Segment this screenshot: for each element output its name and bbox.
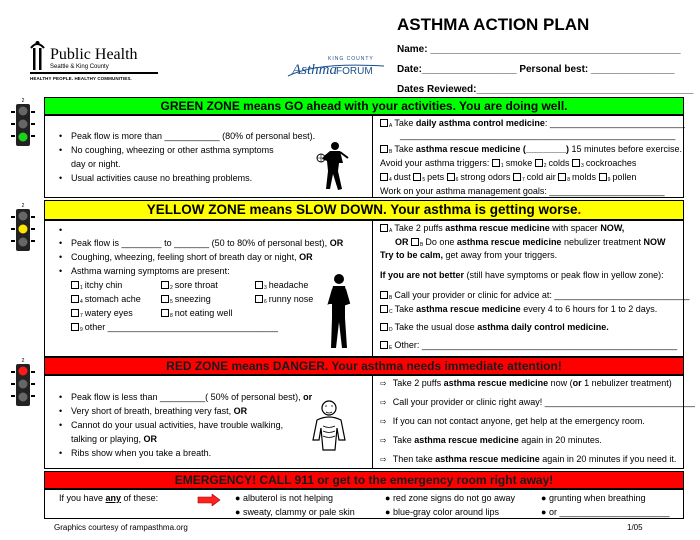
checkbox[interactable] bbox=[380, 341, 388, 349]
dates-reviewed-field[interactable]: Dates Reviewed:_______________________________________ bbox=[397, 84, 694, 95]
red-short-breath: Very short of breath, breathing very fast, OR bbox=[71, 406, 248, 416]
emergency-item-albuterol: ● albuterol is not helping bbox=[235, 493, 333, 503]
yellow-symptom-not-eating: $_8$ not eating well bbox=[161, 308, 232, 322]
green-peak-flow: Peak flow is more than ___________ (80% of personal best). bbox=[71, 131, 316, 141]
emergency-banner: EMERGENCY! CALL 911 or get to the emergency room right away! bbox=[44, 471, 684, 489]
checkbox[interactable] bbox=[161, 309, 169, 317]
checkbox[interactable] bbox=[535, 159, 543, 167]
arrow-right-icon: ⇨ bbox=[380, 455, 387, 464]
yellow-warning-label: Asthma warning symptoms are present: bbox=[71, 266, 230, 276]
checkbox[interactable] bbox=[599, 173, 607, 181]
green-no-coughing: No coughing, wheezing or other asthma symptoms bbox=[71, 145, 274, 155]
checkbox[interactable] bbox=[411, 238, 419, 246]
yellow-symptom-stomach-ache: $_4$ stomach ache bbox=[71, 294, 141, 308]
checkbox[interactable] bbox=[558, 173, 566, 181]
checkbox[interactable] bbox=[513, 173, 521, 181]
checkbox[interactable] bbox=[161, 281, 169, 289]
asthma-forum-asthma: Asthma bbox=[292, 62, 337, 78]
yellow-traffic-light-icon bbox=[10, 201, 36, 253]
asthma-forum-county: KING COUNTY bbox=[328, 56, 374, 62]
bullet: • bbox=[59, 252, 63, 262]
svg-text:2: 2 bbox=[21, 98, 25, 104]
red-step-4: ⇨ Take asthma rescue medicine again in 20 minutes. bbox=[380, 435, 602, 445]
green-day-night: day or night. bbox=[71, 159, 121, 169]
bullet-dot-icon: ● bbox=[385, 493, 393, 503]
name-field[interactable]: Name: _____________________________________________ bbox=[397, 44, 681, 55]
yellow-zone-banner: YELLOW ZONE means SLOW DOWN. Your asthma is getting worse. bbox=[44, 200, 684, 220]
public-health-logo bbox=[30, 40, 160, 86]
arrow-right-icon: ⇨ bbox=[380, 398, 387, 407]
yellow-zone-box bbox=[44, 220, 690, 357]
checkbox[interactable] bbox=[572, 159, 580, 167]
arrow-right-icon: ⇨ bbox=[380, 417, 387, 426]
public-health-divider bbox=[30, 72, 158, 74]
red-ribs: Ribs show when you take a breath. bbox=[71, 448, 212, 458]
bullet: • bbox=[59, 392, 63, 402]
checkbox[interactable] bbox=[380, 145, 388, 153]
red-zone-box bbox=[44, 375, 695, 469]
bullet-dot-icon: ● bbox=[385, 507, 393, 517]
bullet: • bbox=[59, 238, 63, 248]
checkbox[interactable] bbox=[71, 323, 79, 331]
date-personal-best-field[interactable]: Date:_________________ Personal best: _______________ bbox=[397, 64, 675, 75]
footer-version: 1/05 bbox=[627, 523, 643, 532]
svg-text:2: 2 bbox=[21, 203, 25, 209]
yellow-step-b: OR $_B$ Do one asthma rescue medicine nebulizer treatment NOW bbox=[395, 237, 666, 248]
yellow-symptom-other: $_9$ other __________________________________ bbox=[71, 322, 278, 336]
yellow-symptom-sneezing: $_5$ sneezing bbox=[161, 294, 211, 308]
green-daily-medicine-line[interactable]: _______________________________________________________ bbox=[400, 130, 676, 140]
green-traffic-light-icon bbox=[10, 96, 36, 148]
public-health-tagline: HEALTHY PEOPLE. HEALTHY COMMUNITIES. bbox=[30, 76, 132, 81]
asthma-forum-logo bbox=[286, 56, 386, 80]
checkbox[interactable] bbox=[380, 173, 388, 181]
emergency-item-sweaty: ● sweaty, clammy or pale skin bbox=[235, 507, 355, 517]
green-goals[interactable]: Work on your asthma management goals: _______________________ bbox=[380, 186, 665, 196]
yellow-peak-flow: Peak flow is ________ to _______ (50 to 80% of personal best), OR bbox=[71, 238, 344, 248]
yellow-symptom-watery-eyes: $_7$ watery eyes bbox=[71, 308, 133, 322]
red-step-2: ⇨ Call your provider or clinic right away! ______________________________ bbox=[380, 397, 695, 407]
green-zone-banner: GREEN ZONE means GO ahead with your activities. You are doing well. bbox=[44, 97, 684, 115]
checkbox[interactable] bbox=[380, 224, 388, 232]
bullet-dot-icon: ● bbox=[235, 493, 243, 503]
yellow-step-d: $_D$ Take the usual dose asthma daily control medicine. bbox=[380, 322, 609, 336]
yellow-coughing: Coughing, wheezing, feeling short of breath day or night, OR bbox=[71, 252, 313, 262]
green-daily-medicine: $_A$ Take daily asthma control medicine: ___________________________ bbox=[380, 118, 685, 132]
bullet-dot-icon: ● bbox=[235, 507, 243, 517]
checkbox[interactable] bbox=[380, 291, 388, 299]
green-usual-activities: Usual activities cause no breathing problems. bbox=[71, 173, 253, 183]
red-step-1: ⇨ Take 2 puffs asthma rescue medicine now (or 1 nebulizer treatment) bbox=[380, 378, 672, 388]
checkbox[interactable] bbox=[161, 295, 169, 303]
bullet: • bbox=[59, 266, 63, 276]
bullet: • bbox=[59, 420, 63, 430]
yellow-not-better: If you are not better (still have symptoms or peak flow in yellow zone): bbox=[380, 270, 664, 280]
red-divider bbox=[372, 376, 373, 468]
bullet: • bbox=[59, 225, 63, 235]
checkbox[interactable] bbox=[71, 281, 79, 289]
checkbox[interactable] bbox=[380, 119, 388, 127]
struggling-person-icon bbox=[307, 396, 351, 462]
red-cannot: Cannot do your usual activities, have trouble walking, bbox=[71, 420, 284, 430]
asthma-forum-forum: FORUM bbox=[336, 66, 373, 77]
yellow-symptom-sore-throat: $_2$ sore throat bbox=[161, 280, 218, 294]
page-title: ASTHMA ACTION PLAN bbox=[397, 15, 590, 34]
checkbox[interactable] bbox=[71, 295, 79, 303]
red-step-3: ⇨ If you can not contact anyone, get help at the emergency room. bbox=[380, 416, 645, 426]
yellow-try-calm: Try to be calm, get away from your triggers. bbox=[380, 250, 558, 260]
yellow-step-c-call: $_B$ Call your provider or clinic for advice at: ___________________________ bbox=[380, 290, 690, 304]
arrow-right-icon: ⇨ bbox=[380, 436, 387, 445]
checkbox[interactable] bbox=[492, 159, 500, 167]
yellow-step-a: $_A$ Take 2 puffs asthma rescue medicine with spacer NOW, bbox=[380, 223, 624, 237]
yellow-step-c-take: $_C$ Take asthma rescue medicine every 4 to 6 hours for 1 to 2 days. bbox=[380, 304, 657, 318]
bullet-dot-icon: ● bbox=[541, 507, 549, 517]
yellow-step-e: $_E$ Other: ___________________________________________________ bbox=[380, 340, 677, 354]
footer-credit: Graphics courtesy of rampasthma.org bbox=[54, 523, 188, 532]
emergency-if-any: If you have any of these: bbox=[59, 493, 159, 503]
basketball-player-icon bbox=[313, 138, 353, 193]
emergency-item-other: ● or ______________________ bbox=[541, 507, 670, 517]
green-triggers-row1: Avoid your asthma triggers: $_1$ smoke $_2$ colds $_3$ cockroaches bbox=[380, 158, 637, 169]
checkbox[interactable] bbox=[255, 295, 263, 303]
emergency-item-blue-gray: ● blue-gray color around lips bbox=[385, 507, 499, 517]
green-zone-box bbox=[44, 115, 684, 198]
checkbox[interactable] bbox=[447, 173, 455, 181]
checkbox[interactable] bbox=[71, 309, 79, 317]
red-traffic-light-icon bbox=[10, 356, 36, 408]
red-peak-flow: Peak flow is less than _________( 50% of personal best), or bbox=[71, 392, 313, 402]
checkbox[interactable] bbox=[380, 305, 388, 313]
emergency-box bbox=[44, 489, 684, 519]
checkbox[interactable] bbox=[380, 323, 388, 331]
arrow-right-icon: ⇨ bbox=[380, 379, 387, 388]
checkbox[interactable] bbox=[255, 281, 263, 289]
yellow-symptom-runny-nose: $_6$ runny nose bbox=[255, 294, 313, 308]
yellow-symptom-headache: $_3$ headache bbox=[255, 280, 308, 294]
bullet: • bbox=[59, 173, 63, 183]
bullet: • bbox=[59, 406, 63, 416]
green-divider bbox=[372, 116, 373, 197]
public-health-sub: Seattle & King County bbox=[50, 64, 109, 70]
yellow-symptom-itchy-chin: $_1$ itchy chin bbox=[71, 280, 122, 294]
bullet-dot-icon: ● bbox=[541, 493, 549, 503]
green-triggers-row2: $_4$ dust $_5$ pets $_6$ strong odors $_7$ cold air $_8$ molds $_9$ pollen bbox=[380, 172, 636, 186]
bullet: • bbox=[59, 131, 63, 141]
red-talking: talking or playing, OR bbox=[71, 434, 158, 444]
red-step-5: ⇨ Then take asthma rescue medicine again in 20 minutes if you need it. bbox=[380, 454, 677, 464]
coughing-person-icon bbox=[321, 271, 357, 351]
checkbox[interactable] bbox=[413, 173, 421, 181]
emergency-item-red-signs: ● red zone signs do not go away bbox=[385, 493, 516, 503]
public-health-name: Public Health bbox=[50, 46, 138, 63]
red-arrow-icon bbox=[197, 494, 221, 506]
red-zone-banner: RED ZONE means DANGER. Your asthma needs immediate attention! bbox=[44, 357, 684, 375]
public-health-mark-icon bbox=[30, 40, 46, 70]
bullet: • bbox=[59, 145, 63, 155]
green-rescue-medicine: $_B$ Take asthma rescue medicine (________) 15 minutes before exercise. bbox=[380, 144, 682, 158]
yellow-divider bbox=[372, 221, 373, 356]
emergency-item-grunting: ● grunting when breathing bbox=[541, 493, 646, 503]
svg-text:2: 2 bbox=[21, 358, 25, 364]
bullet: • bbox=[59, 448, 63, 458]
